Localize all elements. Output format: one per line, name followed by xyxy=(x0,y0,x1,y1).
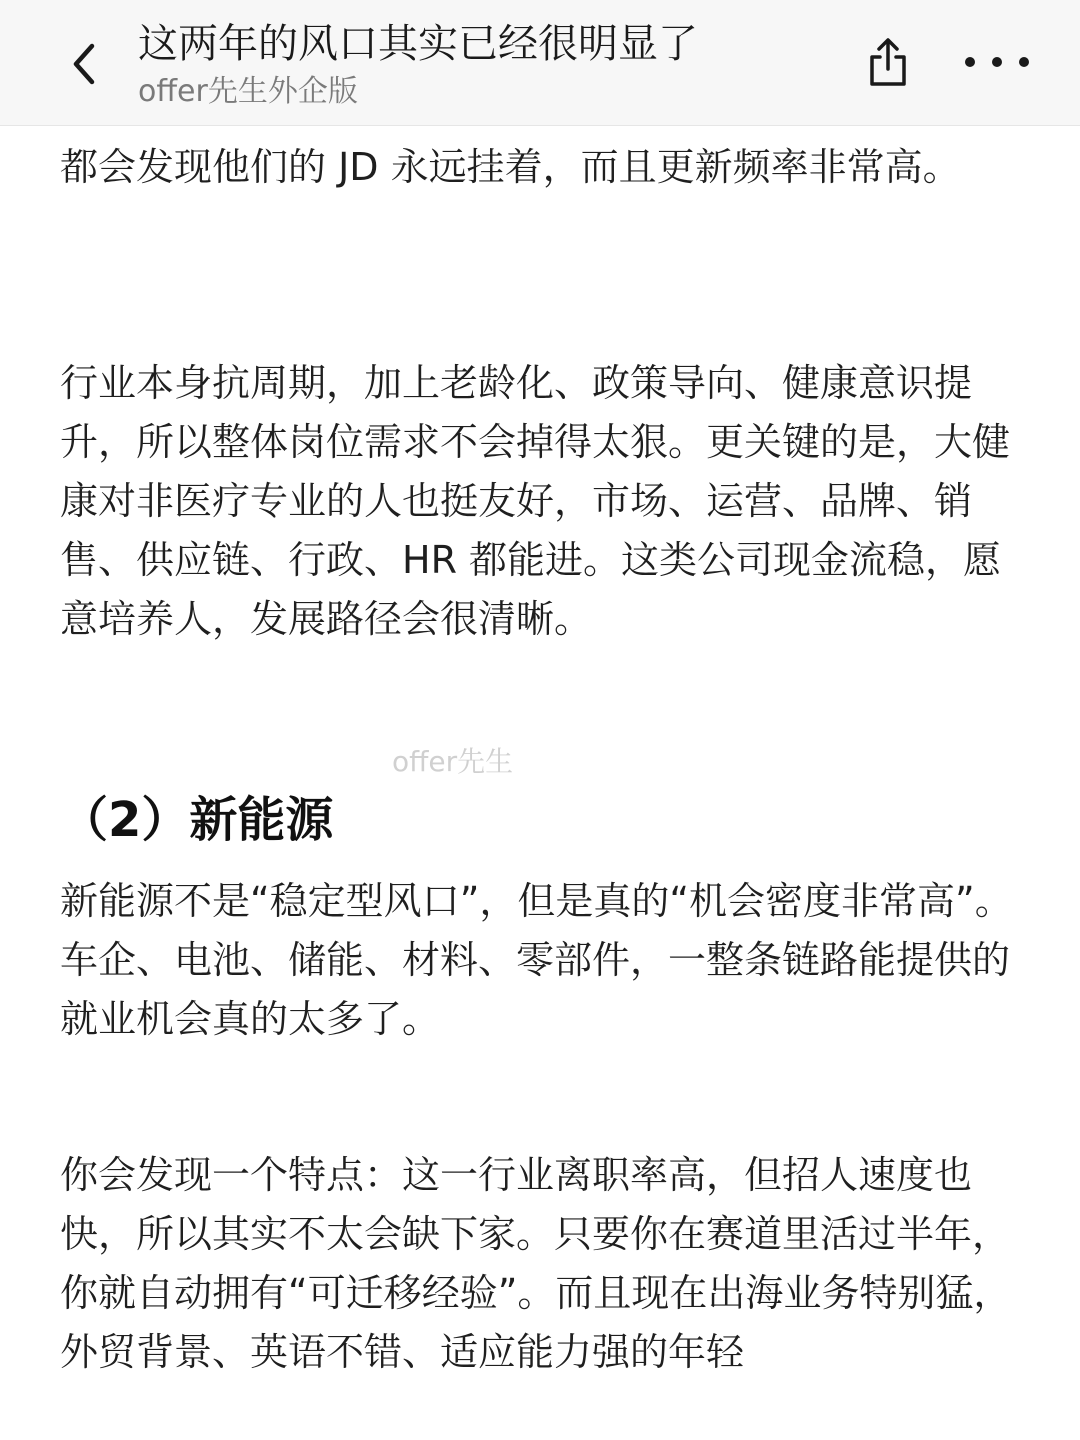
chevron-left-icon xyxy=(68,40,100,88)
account-name[interactable]: offer先生外企版 xyxy=(138,74,358,109)
nav-header xyxy=(0,0,1080,126)
paragraph: 行业本身抗周期，加上老龄化、政策导向、健康意识提升，所以整体岗位需求不会掉得太狠。更关键的是，大健康对非医疗专业的人也挺友好，市场、运营、品牌、销售、供应链、行政、HR 都能进。这类公司现金流稳，愿意培养人，发展路径会很清晰。 xyxy=(60,361,1011,641)
back-button[interactable] xyxy=(56,36,112,92)
more-horizontal-icon xyxy=(960,54,1034,70)
page-title: 这两年的风口其实已经很明显了 xyxy=(138,21,698,67)
watermark: offer先生 xyxy=(392,745,514,778)
share-button[interactable] xyxy=(858,30,918,94)
article-body xyxy=(60,126,1020,1440)
section-heading: （2）新能源 xyxy=(60,792,334,848)
paragraph: 新能源不是“稳定型风口”，但是真的“机会密度非常高”。车企、电池、储能、材料、零部件，一整条链路能提供的就业机会真的太多了。 xyxy=(60,879,1013,1041)
more-button[interactable] xyxy=(960,36,1034,88)
share-icon xyxy=(866,36,910,88)
paragraph: 你会发现一个特点：这一行业离职率高，但招人速度也快，所以其实不太会缺下家。只要你在赛道里活过半年，你就自动拥有“可迁移经验”。而且现在出海业务特别猛，外贸背景、英语不错、适应能力强的年轻 xyxy=(60,1153,1012,1374)
paragraph: 都会发现他们的 JD 永远挂着，而且更新频率非常高。 xyxy=(60,145,961,189)
